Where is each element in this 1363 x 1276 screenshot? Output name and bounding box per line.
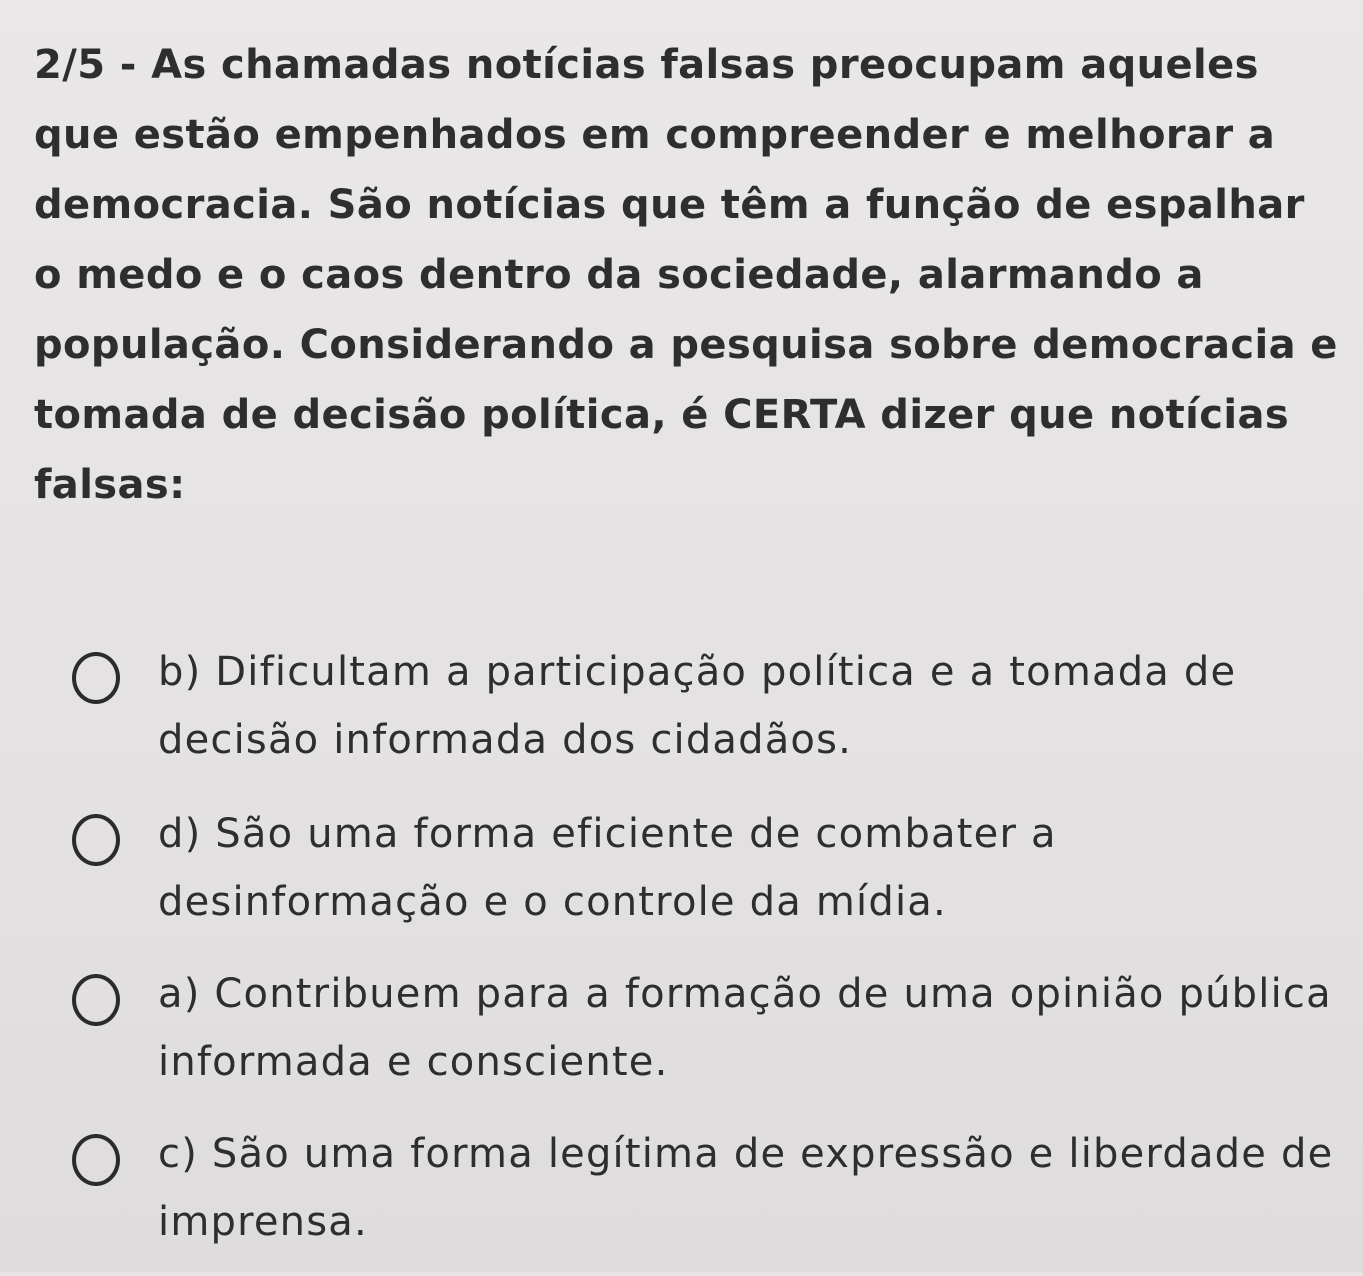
radio-button-b[interactable] — [72, 652, 120, 704]
option-d-label: d) São uma forma eficiente de combater a desinformação e o controle da mídia. — [158, 811, 1057, 925]
question-text: 2/5 - As chamadas notícias falsas preocupam aqueles que estão empenhados em compreender e melhorar a democracia. São notícias que têm a função de espalhar o medo e o caos dentro da sociedade, alarmando a população. Considerando a pesquisa sobre democracia e tomada de decisão política, é CERTA dizer que notícias falsas: — [34, 42, 1338, 508]
option-d[interactable] — [72, 806, 1342, 956]
option-c[interactable] — [72, 1126, 1342, 1276]
option-a[interactable] — [72, 966, 1342, 1116]
radio-button-d[interactable] — [72, 814, 120, 866]
option-b[interactable] — [72, 644, 1342, 794]
radio-button-a[interactable] — [72, 974, 120, 1026]
option-c-label: c) São uma forma legítima de expressão e liberdade de imprensa. — [158, 1131, 1334, 1245]
radio-button-c[interactable] — [72, 1134, 120, 1186]
option-a-label: a) Contribuem para a formação de uma opinião pública informada e consciente. — [158, 971, 1332, 1085]
option-b-label: b) Dificultam a participação política e a tomada de decisão informada dos cidadãos. — [158, 649, 1237, 763]
